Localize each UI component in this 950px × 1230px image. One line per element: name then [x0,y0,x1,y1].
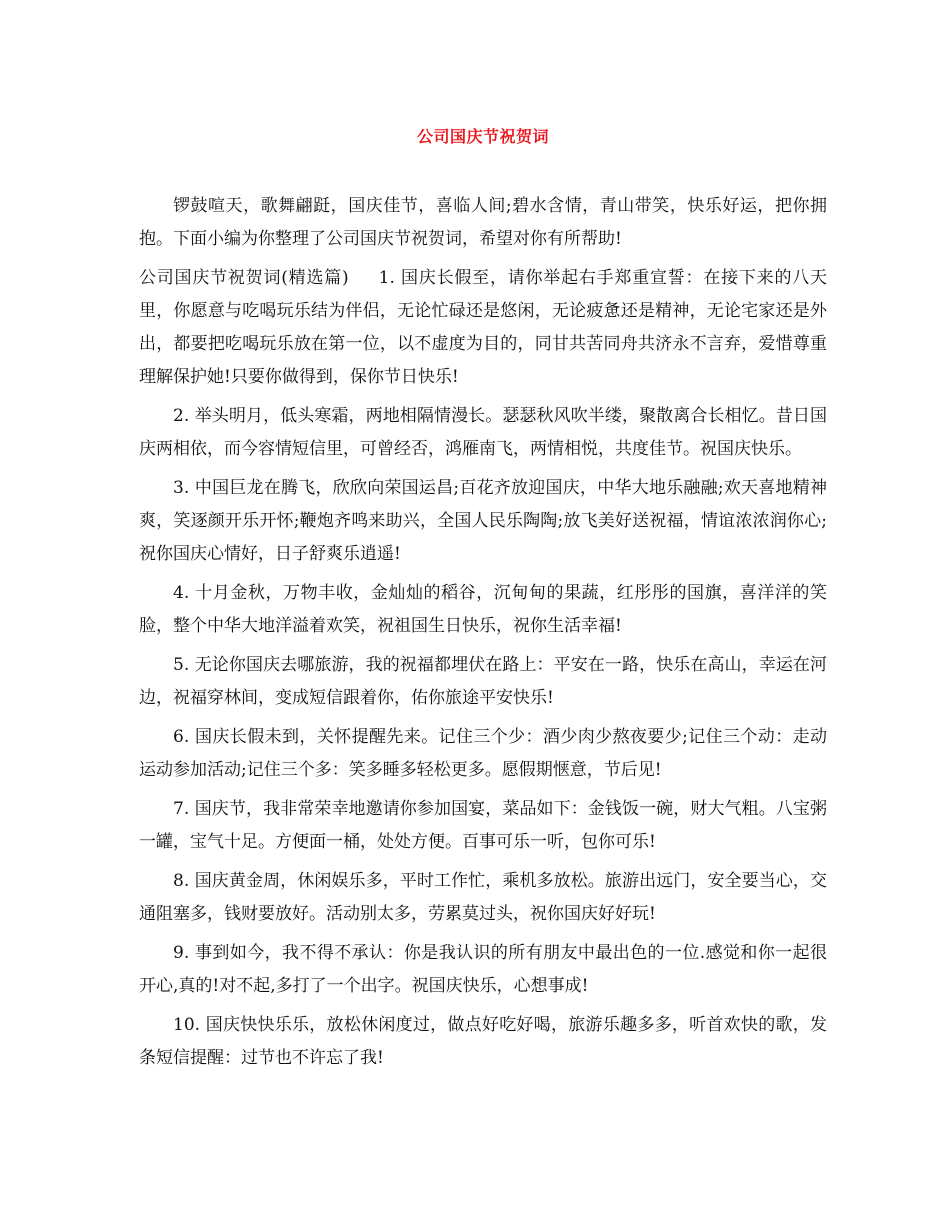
section-heading: 公司国庆节祝贺词(精选篇) [139,268,349,288]
list-item: 5. 无论你国庆去哪旅游，我的祝福都埋伏在路上：平安在一路，快乐在高山，幸运在河边，祝福穿林间，变成短信跟着你，佑你旅途平安快乐! [139,655,827,708]
document-title: 公司国庆节祝贺词 [416,127,549,146]
document-page [139,0,827,1230]
list-item: 7. 国庆节，我非常荣幸地邀请你参加国宴，菜品如下：金钱饭一碗，财大气粗。八宝粥一罐，宝气十足。方便面一桶，处处方便。百事可乐一听，包你可乐! [139,799,827,852]
first-item-paragraph [139,262,827,394]
list-item: 6. 国庆长假未到，关怀提醒先来。记住三个少：酒少肉少熬夜要少;记住三个动：走动运动参加活动;记住三个多：笑多睡多轻松更多。愿假期惬意，节后见! [139,727,827,780]
list-item: 3. 中国巨龙在腾飞，欣欣向荣国运昌;百花齐放迎国庆，中华大地乐融融;欢天喜地精神爽，笑逐颜开乐开怀;鞭炮齐鸣来助兴，全国人民乐陶陶;放飞美好送祝福，情谊浓浓润你心;祝你国庆心情好，日子舒爽乐逍遥! [139,478,827,564]
list-item: 8. 国庆黄金周，休闲娱乐多，平时工作忙，乘机多放松。旅游出远门，安全要当心，交通阻塞多，钱财要放好。活动别太多，劳累莫过头，祝你国庆好好玩! [139,871,827,924]
list-item: 2. 举头明月，低头寒霜，两地相隔情漫长。瑟瑟秋风吹半缕，聚散离合长相忆。昔日国庆两相依，而今容情短信里，可曾经否，鸿雁南飞，两情相悦，共度佳节。祝国庆快乐。 [139,406,827,459]
list-item: 4. 十月金秋，万物丰收，金灿灿的稻谷，沉甸甸的果蔬，红彤彤的国旗，喜洋洋的笑脸，整个中华大地洋溢着欢笑，祝祖国生日快乐，祝你生活幸福! [139,583,827,636]
list-item: 9. 事到如今，我不得不承认：你是我认识的所有朋友中最出色的一位.感觉和你一起很开心,真的!对不起,多打了一个出字。祝国庆快乐，心想事成! [139,943,827,996]
document-body [139,190,827,1081]
intro-paragraph: 锣鼓喧天，歌舞翩跹，国庆佳节，喜临人间;碧水含情，青山带笑，快乐好运，把你拥抱。下面小编为你整理了公司国庆节祝贺词，希望对你有所帮助! [139,196,827,249]
list-item: 1. 国庆长假至，请你举起右手郑重宣誓：在接下来的八天里，你愿意与吃喝玩乐结为伴侣，无论忙碌还是悠闲，无论疲惫还是精神，无论宅家还是外出，都要把吃喝玩乐放在第一位，以不虚度为目的，同甘共苦同舟共济永不言弃，爱惜尊重理解保护她!只要你做得到，保你节日快乐! [139,268,828,387]
list-item: 10. 国庆快快乐乐，放松休闲度过，做点好吃好喝，旅游乐趣多多，听首欢快的歌，发条短信提醒：过节也不许忘了我! [139,1015,827,1068]
